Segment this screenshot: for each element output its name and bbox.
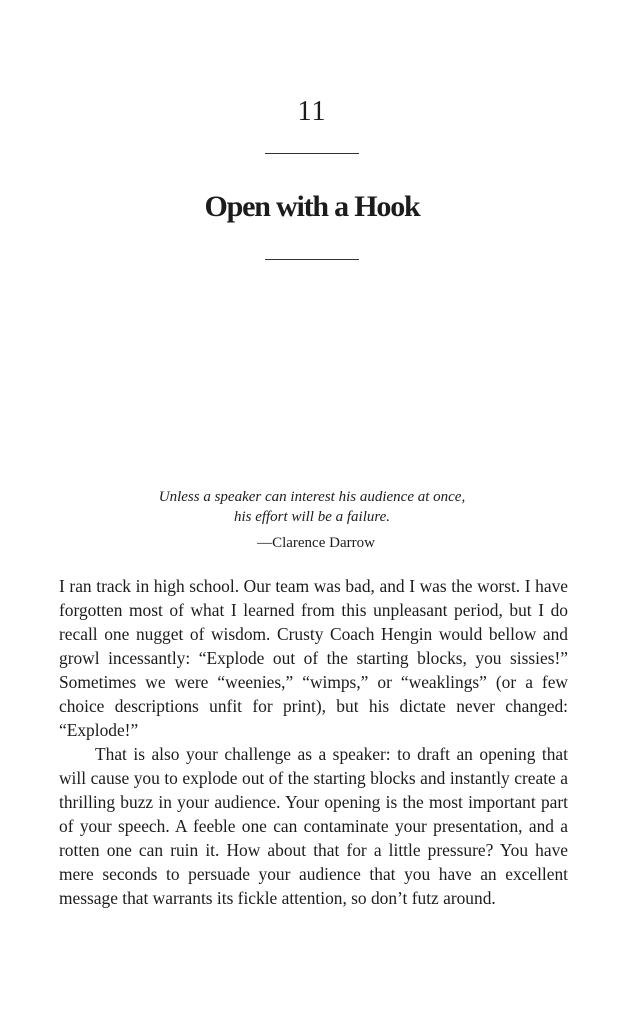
title-divider-bottom (265, 259, 359, 260)
epigraph-attribution: —Clarence Darrow (257, 535, 375, 551)
epigraph-line: Unless a speaker can interest his audience at once, (158, 489, 466, 505)
body-paragraph: That is also your challenge as a speaker: to draft an opening that will cause you to explode out of the starting blocks and instantly create a thrilling buzz in your audience. Your opening is the most important part of your speech. A feeble one can contaminate your presentation, and a rotten one can ruin it. How about that for a little pressure? You have mere seconds to persuade your audience that you have an excellent message that warrants its fickle attention, so don’t futz around. (59, 744, 568, 908)
chapter-title: Open with a Hook (204, 190, 420, 223)
body-paragraph: I ran track in high school. Our team was bad, and I was the worst. I have forgotten most of what I learned from this unpleasant period, but I do recall one nugget of wisdom. Crusty Coach Hengin would bellow and growl incessantly: “Explode out of the starting blocks, you sissies!” Sometimes we were “weenies,” “wimps,” or “weaklings” (or a few choice descriptions unfit for print), but his dictate never changed: “Explode!” (59, 576, 568, 740)
epigraph-line: his effort will be a failure. (233, 509, 391, 525)
chapter-number: 11 (297, 96, 327, 127)
body-text (59, 574, 568, 910)
epigraph-quote (100, 487, 524, 527)
title-divider-top (265, 153, 359, 154)
